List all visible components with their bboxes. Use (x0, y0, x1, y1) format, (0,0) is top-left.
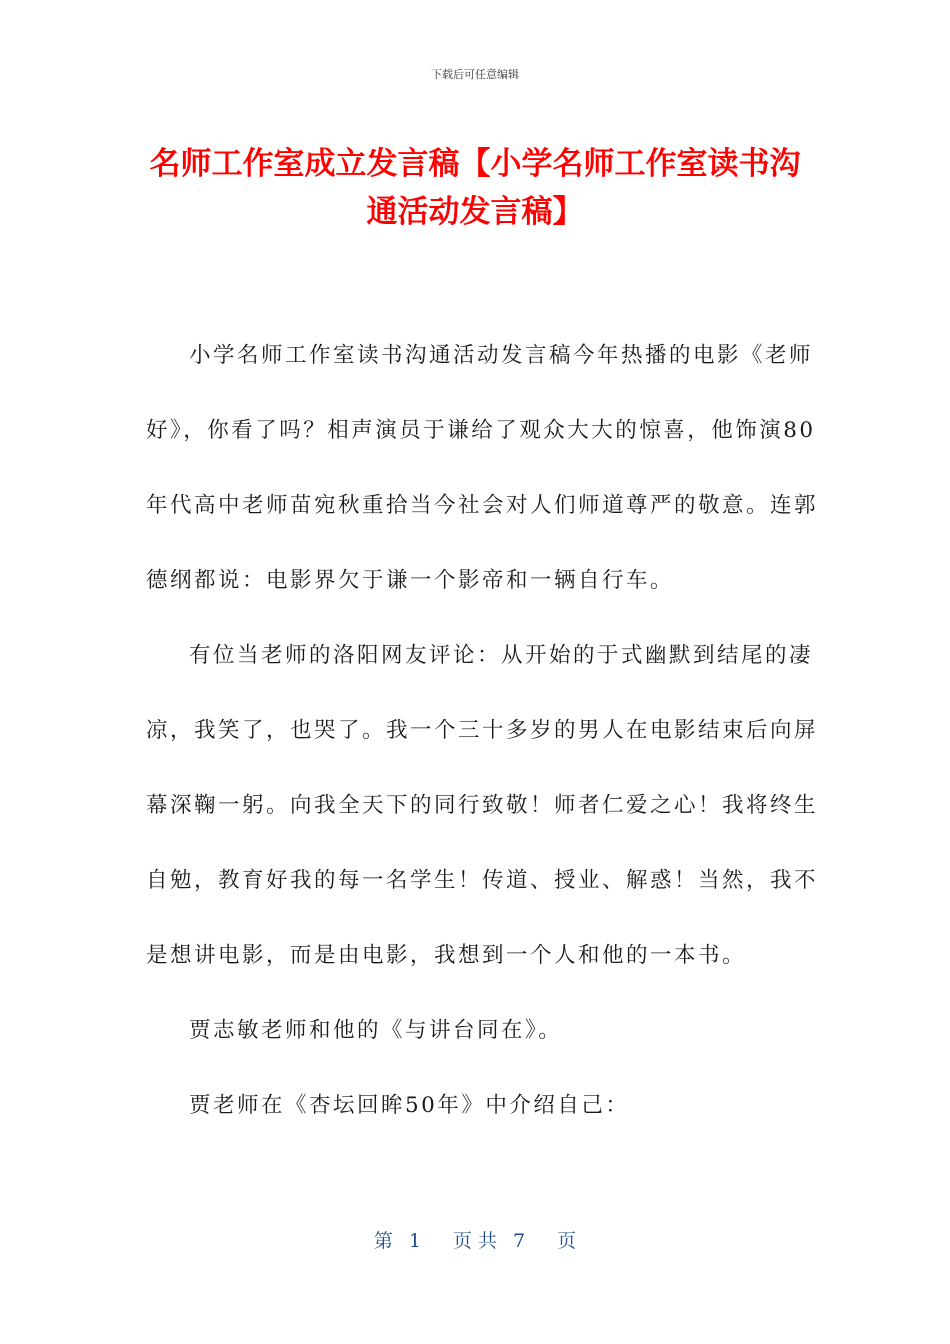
paragraph-4: 贾老师在《杏坛回眸50年》中介绍自己： (189, 1093, 630, 1118)
paragraph-1: 小学名师工作室读书沟通活动发言稿今年热播的电影《老师好》，你看了吗？相声演员于谦给了观众大大的惊喜，他饰演80年代高中老师苗宛秋重拾当今社会对人们师道尊严的敬意。连郭德纲都说：电影界欠于谦一个影帝和一辆自行车。 (146, 343, 819, 593)
footer-prefix: 第 (373, 1230, 393, 1252)
paragraph-2: 有位当老师的洛阳网友评论：从开始的于式幽默到结尾的凄凉，我笑了，也哭了。我一个三十多岁的男人在电影结束后向屏幕深鞠一躬。向我全天下的同行致敬！师者仁爱之心！我将终生自勉，教育好我的每一名学生！传道、授业、解惑！当然，我不是想讲电影，而是由电影，我想到一个人和他的一本书。 (146, 643, 819, 968)
page-footer (0, 1226, 950, 1253)
paragraph-3: 贾志敏老师和他的《与讲台同在》。 (189, 1018, 563, 1043)
total-page-count: 7 (513, 1230, 526, 1252)
current-page-number: 1 (408, 1230, 421, 1252)
document-body (146, 318, 826, 1143)
document-title: 名师工作室成立发言稿【小学名师工作室读书沟通活动发言稿】 (149, 146, 801, 230)
footer-suffix: 页 (557, 1230, 577, 1252)
footer-middle: 页 共 (452, 1230, 498, 1252)
header-note: 下载后可任意编辑 (431, 68, 519, 81)
